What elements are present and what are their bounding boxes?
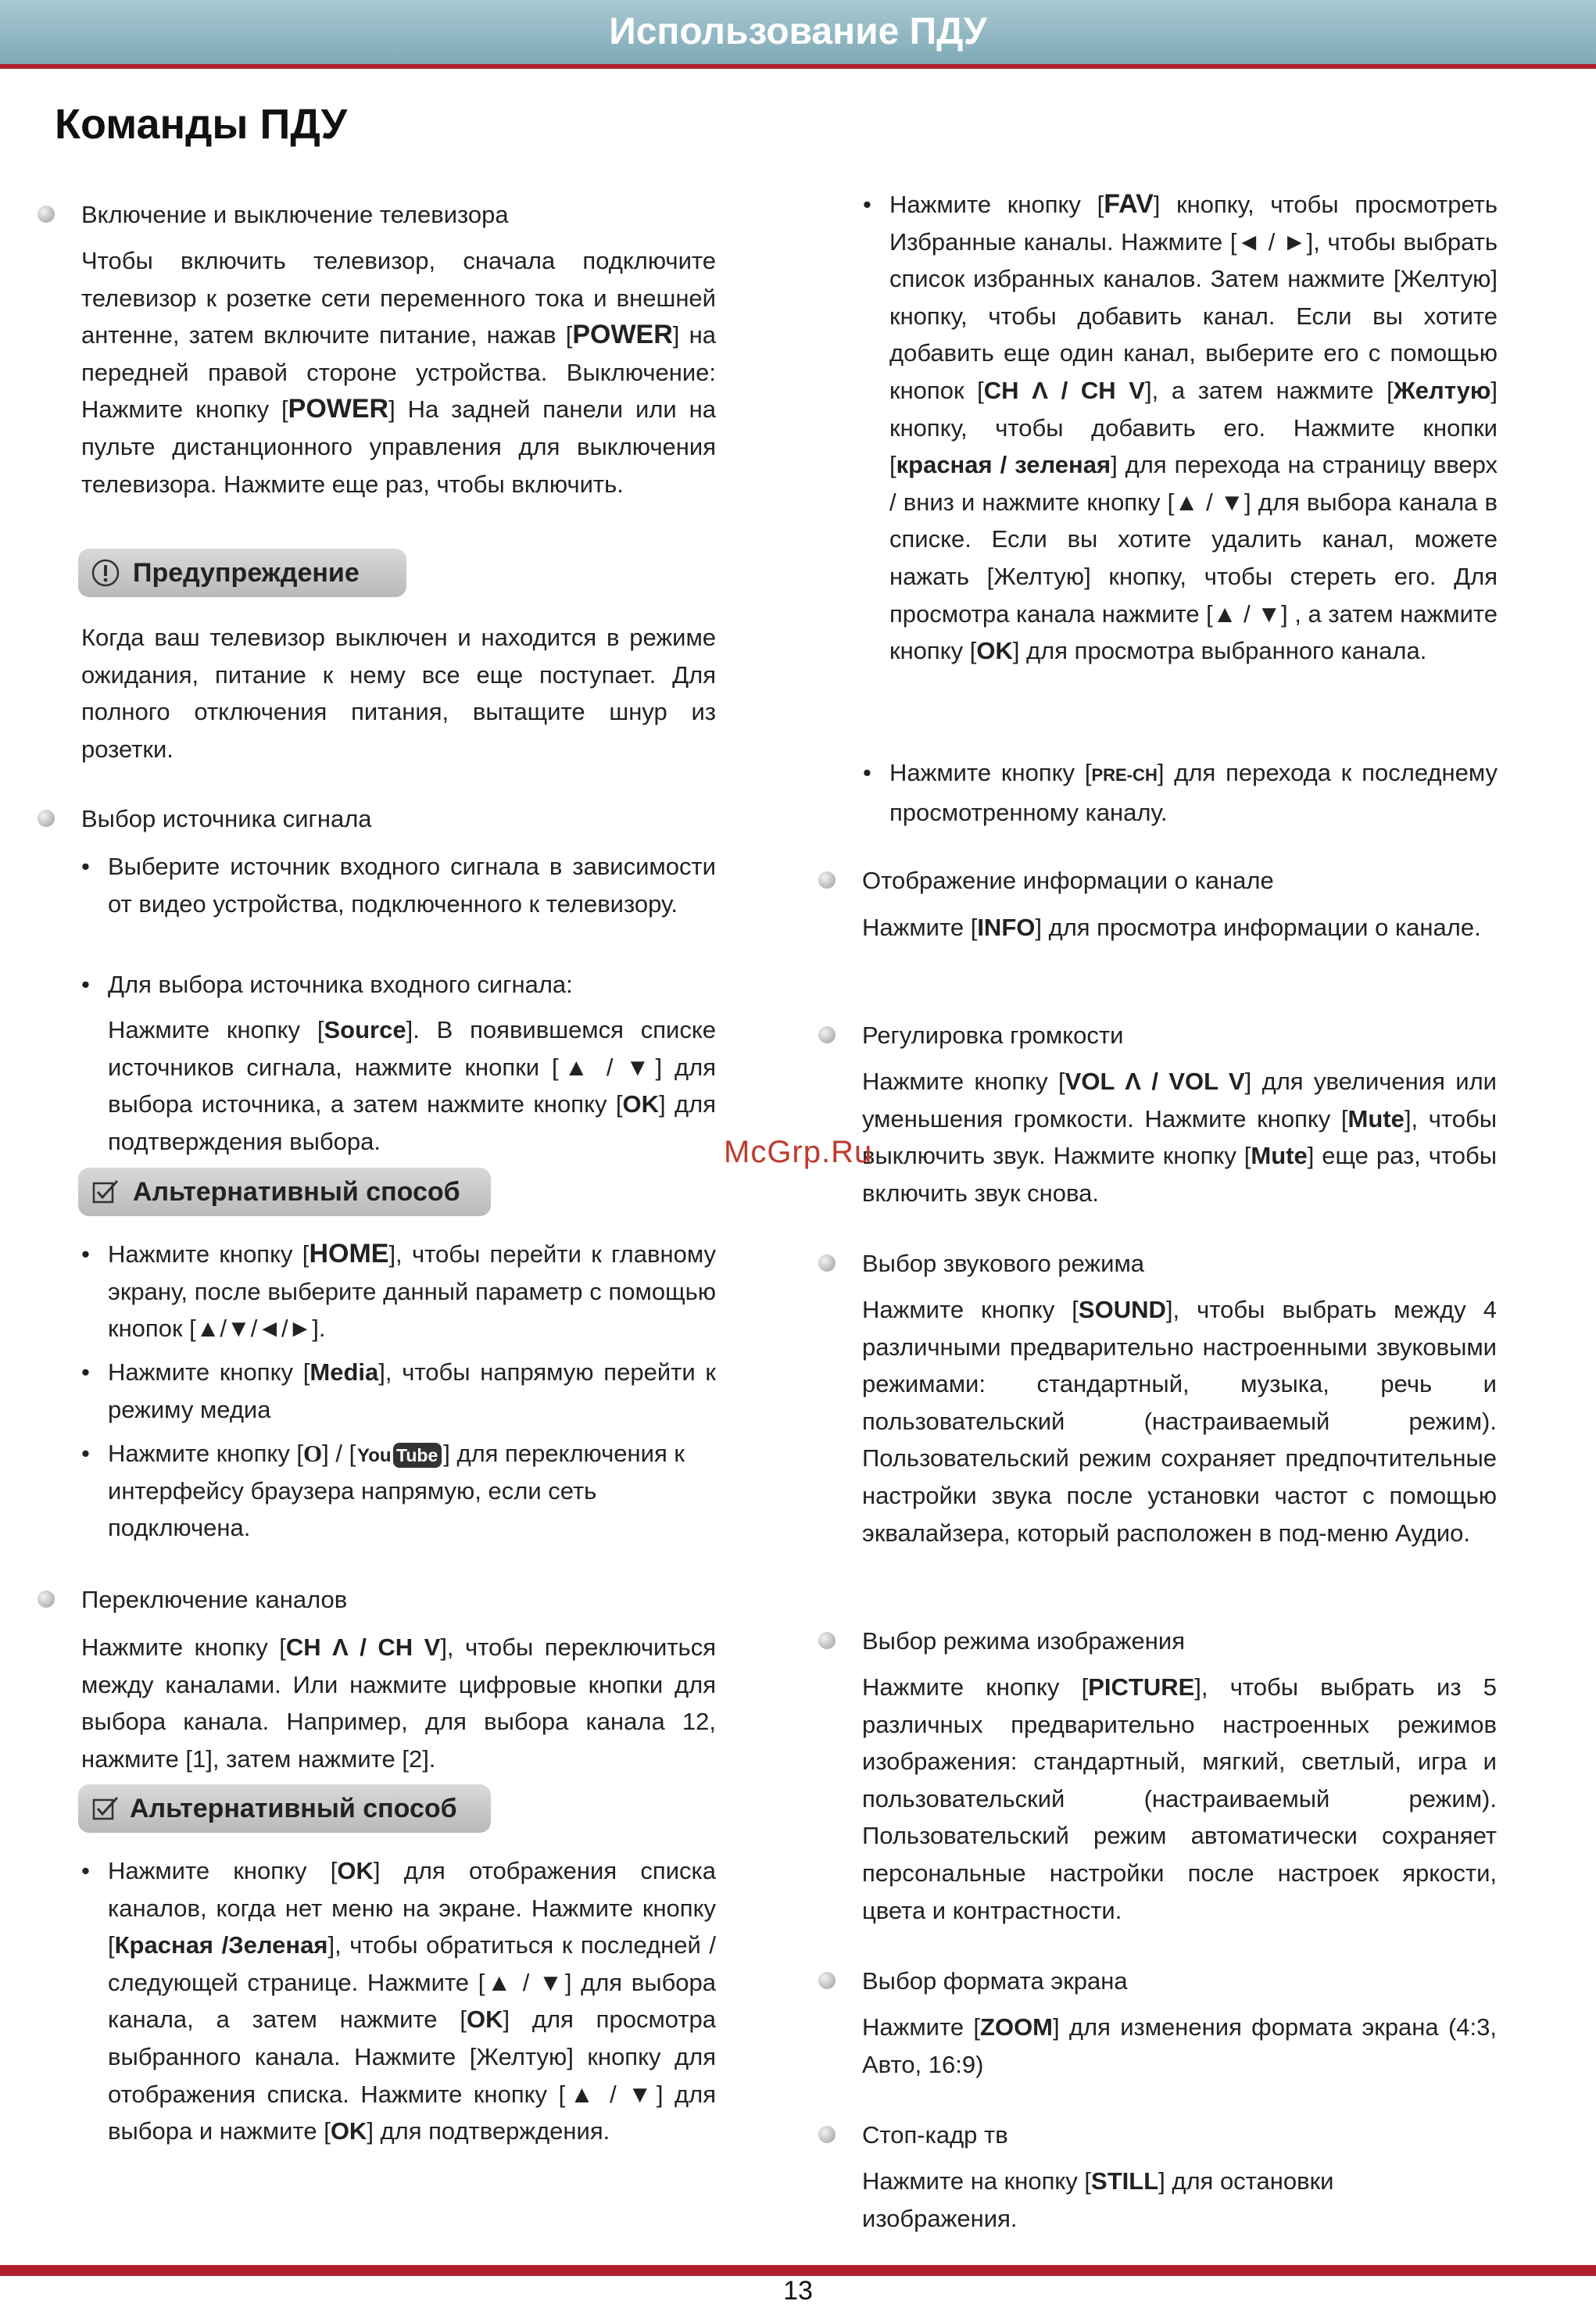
section-sound-heading <box>862 1248 1497 1279</box>
header-accent-line <box>0 64 1596 69</box>
list-item: • Нажмите кнопку [Media], чтобы напрямую перейти к режиму медиа <box>81 1358 716 1423</box>
section-title: Отображение информации о канале <box>862 867 1274 894</box>
fav-key-label: FAV <box>1104 189 1154 219</box>
list-item: • Нажмите кнопку [FAV] кнопку, чтобы просмотреть Избранные каналы. Нажмите [◄ / ►], чтобы выбрать список избранных каналов. Затем нажмите [Желтую] кнопку, чтобы добавить канал. Если вы хотите добавить еще один канал, выберите его с помощью кнопок [CH Λ / CH V], а затем нажмите [Желтую] кнопку, чтобы добавить его. Нажмите кнопки [красная / зеленая] для перехода на страницу вверх / вниз и нажмите кнопку [▲ / ▼] для выбора канала в списке. Если вы хотите удалить канал, можете нажать [Желтую] кнопку, чтобы стереть его. Для просмотра канала нажмите [▲ / ▼] , а затем нажмите кнопку [OK] для просмотра выбранного канала. <box>863 189 1498 665</box>
warning-banner <box>78 549 406 597</box>
o-key-label: O <box>303 1440 323 1467</box>
warning-text: Когда ваш телевизор выключен и находится в режиме ожидания, питание к нему все еще поступает. Для полного отключения питания, вытащите шнур из розетки. <box>81 624 716 763</box>
section-picture-heading <box>862 1626 1497 1657</box>
list-item: • Выберите источник входного сигнала в зависимости от видео устройства, подключенного к телевизору. <box>81 853 716 918</box>
power-paragraph: Чтобы включить телевизор, сначала подключите телевизор к розетке сети переменного тока и внешней антенне, затем включите питание, нажав [POWER] на передней правой стороне устройства. Выключение: Нажмите кнопку [POWER] На задней панели или на пульте дистанционного управления для выключения телевизора. Нажмите еще раз, чтобы включить. <box>81 247 716 498</box>
footer-accent-line <box>0 2265 1596 2276</box>
sphere-bullet-icon <box>38 810 55 827</box>
list-item: • Нажмите кнопку [O] / [ You Tube ] для переключения к интерфейсу браузера напрямую, если сеть подключена. <box>81 1440 685 1542</box>
page-title: Команды ПДУ <box>55 101 348 148</box>
zoom-paragraph: Нажмите [ZOOM] для изменения формата экрана (4:3, Авто, 16:9) <box>862 2013 1498 2078</box>
sound-paragraph: Нажмите кнопку [SOUND], чтобы выбрать между 4 различными предварительно настроенными звуковыми режимами: стандартный, музыка, речь и пользовательский (настраиваемый режим). Пользовательский режим сохраняет предпочтительные настройки звука после установки частот с помощью эквалайзера, который расположен в под-меню Аудио. <box>862 1296 1497 1547</box>
section-title: Выбор формата экрана <box>862 1967 1128 1995</box>
still-paragraph: Нажмите на кнопку [STILL] для остановки изображения. <box>862 2167 1334 2232</box>
sphere-bullet-icon <box>818 1254 836 1272</box>
svg-text:You: You <box>357 1444 392 1466</box>
section-title: Выбор источника сигнала <box>81 805 372 832</box>
section-source-heading <box>81 803 716 835</box>
alternative-banner <box>78 1784 491 1833</box>
sphere-bullet-icon <box>818 871 836 889</box>
warning-title: Предупреждение <box>133 558 360 588</box>
watermark: McGrp.Ru <box>724 1135 873 1169</box>
section-info-heading <box>862 865 1497 896</box>
edit-checkbox-icon <box>91 1794 120 1823</box>
header-title: Использование ПДУ <box>609 11 987 52</box>
section-title: Регулировка громкости <box>862 1022 1124 1049</box>
section-title: Включение и выключение телевизора <box>81 201 509 228</box>
alternative-banner <box>78 1168 491 1216</box>
sphere-bullet-icon <box>818 1632 836 1649</box>
section-channels-heading <box>81 1584 716 1616</box>
list-item: • Нажмите кнопку [HOME], чтобы перейти к главному экрану, после выберите данный параметр с помощью кнопок [▲/▼/◄/►]. <box>81 1239 717 1343</box>
section-volume-heading <box>862 1020 1497 1051</box>
list-item: • Нажмите кнопку [PRE-CH] для перехода к последнему просмотренному каналу. <box>863 759 1498 826</box>
sphere-bullet-icon <box>38 206 55 223</box>
section-power-heading <box>81 199 716 231</box>
info-paragraph: Нажмите [INFO] для просмотра информации о канале. <box>862 914 1481 941</box>
alternative-title: Альтернативный способ <box>133 1177 460 1207</box>
sphere-bullet-icon <box>38 1591 55 1608</box>
section-zoom-heading <box>862 1966 1497 1997</box>
section-title: Стоп-кадр тв <box>862 2121 1008 2149</box>
pre-ch-key-label: PRE-CH <box>1091 765 1158 785</box>
power-key-label: POWER <box>288 394 389 424</box>
page-number: 13 <box>783 2276 813 2306</box>
warning-icon <box>91 558 120 588</box>
svg-text:Tube: Tube <box>396 1444 438 1465</box>
youtube-logo-icon <box>356 1440 443 1471</box>
picture-paragraph: Нажмите кнопку [PICTURE], чтобы выбрать из 5 различных предварительно настроенных режимов изображения: стандартный, мягкий, светлый, игра и пользовательский (настраиваемый режим). Пользовательский режим автоматически сохраняет персональные настройки после настроек яркости, цвета и контрастности. <box>862 1673 1498 1924</box>
volume-paragraph: Нажмите кнопку [VOL Λ / VOL V] для увеличения или уменьшения громкости. Нажмите кнопку [Mute], чтобы выключить звук. Нажмите кнопку [Mute] еще раз, чтобы включить звук снова. <box>862 1068 1497 1207</box>
sphere-bullet-icon <box>818 2126 836 2143</box>
source-instructions: Нажмите кнопку [Source]. В появившемся списке источников сигнала, нажмите кнопки [▲ / ▼] для выбора источника, а затем нажмите кнопку [OK] для подтверждения выбора. <box>108 1016 716 1155</box>
section-still-heading <box>862 2120 1497 2151</box>
power-key-label: POWER <box>572 320 673 350</box>
sphere-bullet-icon <box>818 1972 836 1989</box>
edit-checkbox-icon <box>91 1177 120 1207</box>
alternative-title: Альтернативный способ <box>130 1794 457 1823</box>
section-title: Выбор звукового режима <box>862 1250 1145 1277</box>
sphere-bullet-icon <box>818 1026 836 1043</box>
channels-paragraph: Нажмите кнопку [CH Λ / CH V], чтобы переключиться между каналами. Или нажмите цифровые кнопки для выбора канала. Например, для выбора канала 12, нажмите [1], затем нажмите [2]. <box>81 1633 716 1773</box>
home-key-label: HOME <box>309 1239 389 1269</box>
list-item: • Для выбора источника входного сигнала: <box>81 971 573 998</box>
section-title: Выбор режима изображения <box>862 1627 1186 1655</box>
list-item: • Нажмите кнопку [OK] для отображения списка каналов, когда нет меню на экране. Нажмите кнопку [Красная /Зеленая], чтобы обратиться к последней / следующей странице. Нажмите [▲ / ▼] для выбора канала, а затем нажмите [OK] для просмотра выбранного канала. Нажмите [Желтую] кнопку для отображения списка. Нажмите кнопку [▲ / ▼] для выбора и нажмите [OK] для подтверждения. <box>81 1857 717 2145</box>
section-title: Переключение каналов <box>81 1586 348 1613</box>
